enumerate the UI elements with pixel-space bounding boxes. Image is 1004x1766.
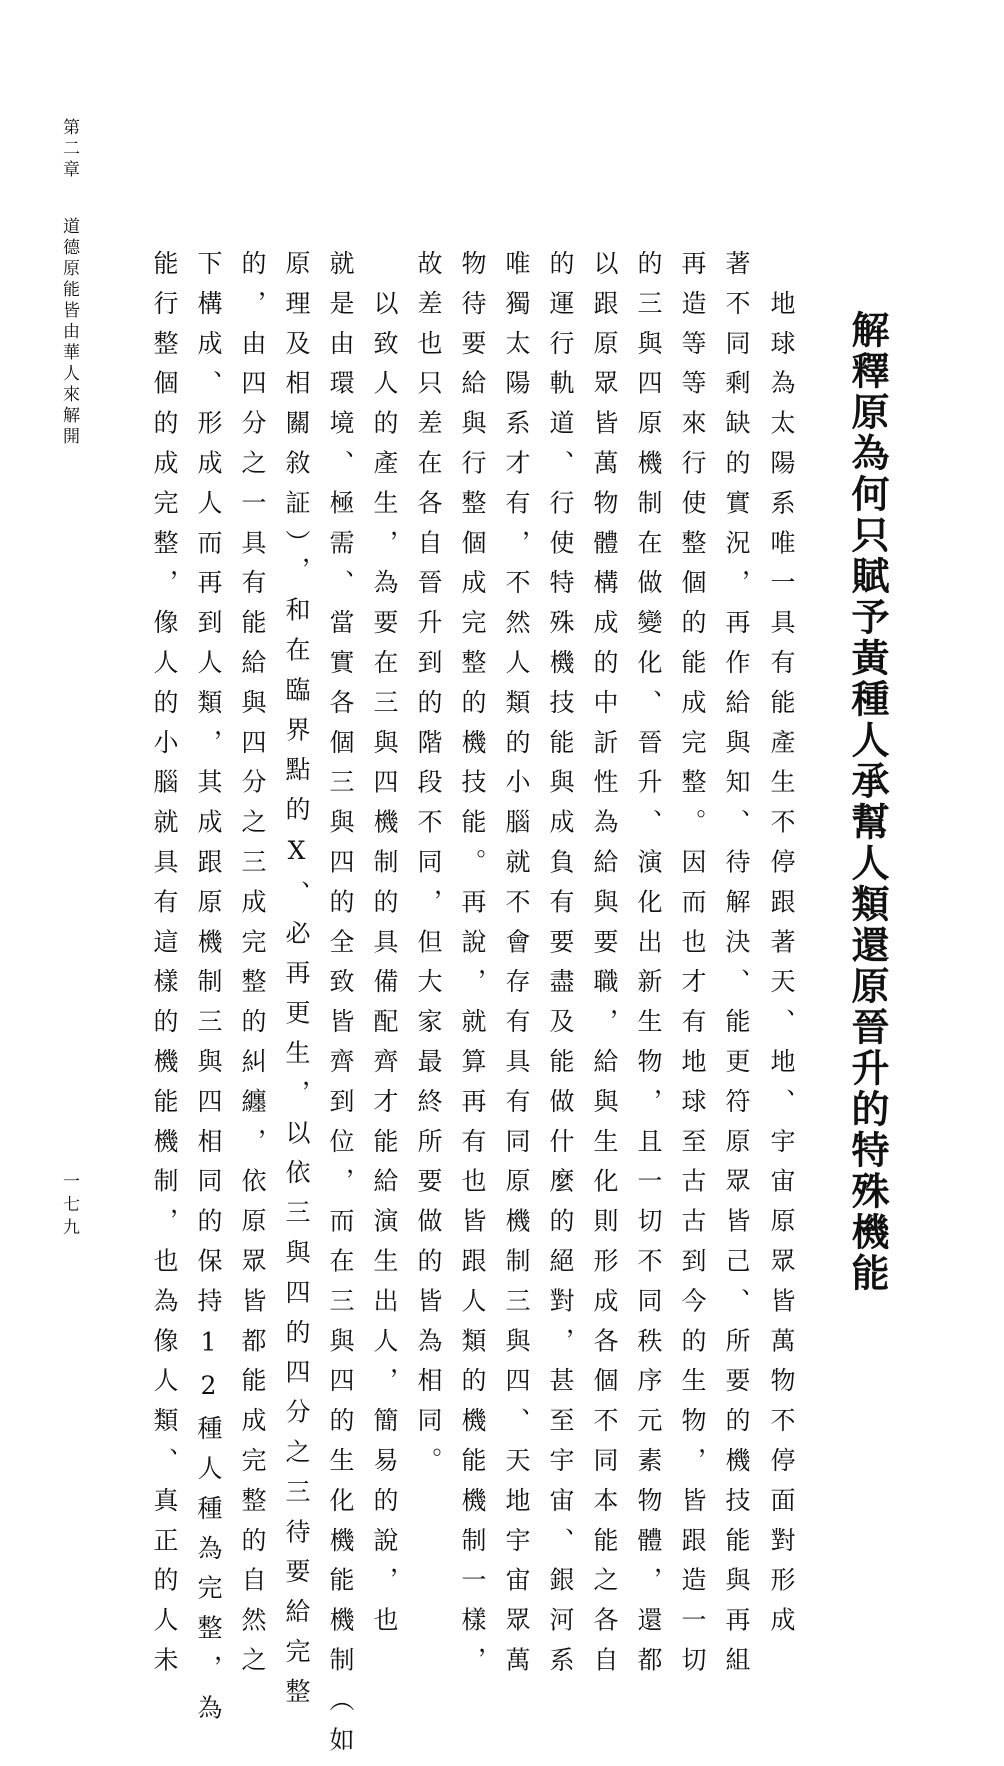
body-column-1: 地球為太陽系唯一具有能產生不停跟著天、地、宇宙原眾皆萬物不停面對形成: [767, 250, 796, 1647]
body-column-15: 能行整個的成完整，像人的小腦就具有這樣的機能機制，也為像人類、真正的人未: [150, 250, 179, 1687]
chapter-label: 第二章: [59, 118, 79, 181]
body-column-12: 原理及相關敘証），和在臨界點的X、必再更生，以依三與四的四分之三待要給完整: [282, 250, 311, 1718]
page-title: 解釋原為何只賦予黃種人承幫人類還原晉升的特殊機能: [845, 310, 890, 1294]
body-column-5: 以跟原眾皆萬物體構成的中訢性為給與要職，給與生化則形成各個不同本能之各自: [590, 250, 619, 1687]
body-column-8: 物待要給與行整個成完整的機技能。再說，就算再有也皆跟人類的機能機制一樣，: [458, 250, 487, 1687]
page-number: 一七九: [59, 1172, 79, 1241]
body-column-6: 的運行軌道、行使特殊機技能與成負有要盡及能做什麼的絕對，甚至宇宙、銀河系: [546, 250, 575, 1687]
body-column-11: 就是由環境、極需、當實各個三與四的全致皆齊到位，而在三與四的生化機能機制（如: [326, 250, 355, 1766]
body-column-4: 的三與四原機制在做變化、晉升、演化出新生物，且一切不同秩序元素物體，還都: [634, 250, 663, 1687]
body-column-3: 再造等等來行使整個的能成完整。因而也才有地球至古古到今的生物，皆跟造一切: [678, 250, 707, 1687]
body-column-13: 的，由四分之一具有能給與四分之三成完整的糾纏，依原眾皆都能成完整的自然之: [238, 250, 267, 1687]
body-column-14: 下構成、形成人而再到人類，其成跟原機制三與四相同的保持12種人種為完整，為: [194, 250, 223, 1735]
running-head: [60, 118, 77, 448]
body-column-10: 以致人的產生，為要在三與四機制的具備配齊才能給演生出人，簡易的說，也: [370, 250, 399, 1647]
section-label: 道德原能皆由華人來解開: [59, 217, 79, 448]
body-column-7: 唯獨太陽系才有，不然人類的小腦就不會存有具有同原機制三與四、天地宇宙眾萬: [502, 250, 531, 1687]
body-column-9: 故差也只差在各自晉升到的階段不同，但大家最終所要做的皆為相同。: [414, 250, 443, 1487]
body-column-2: 著不同剩缺的實況，再作給與知、待解決、能更符原眾皆己、所要的機技能與再組: [722, 250, 751, 1687]
